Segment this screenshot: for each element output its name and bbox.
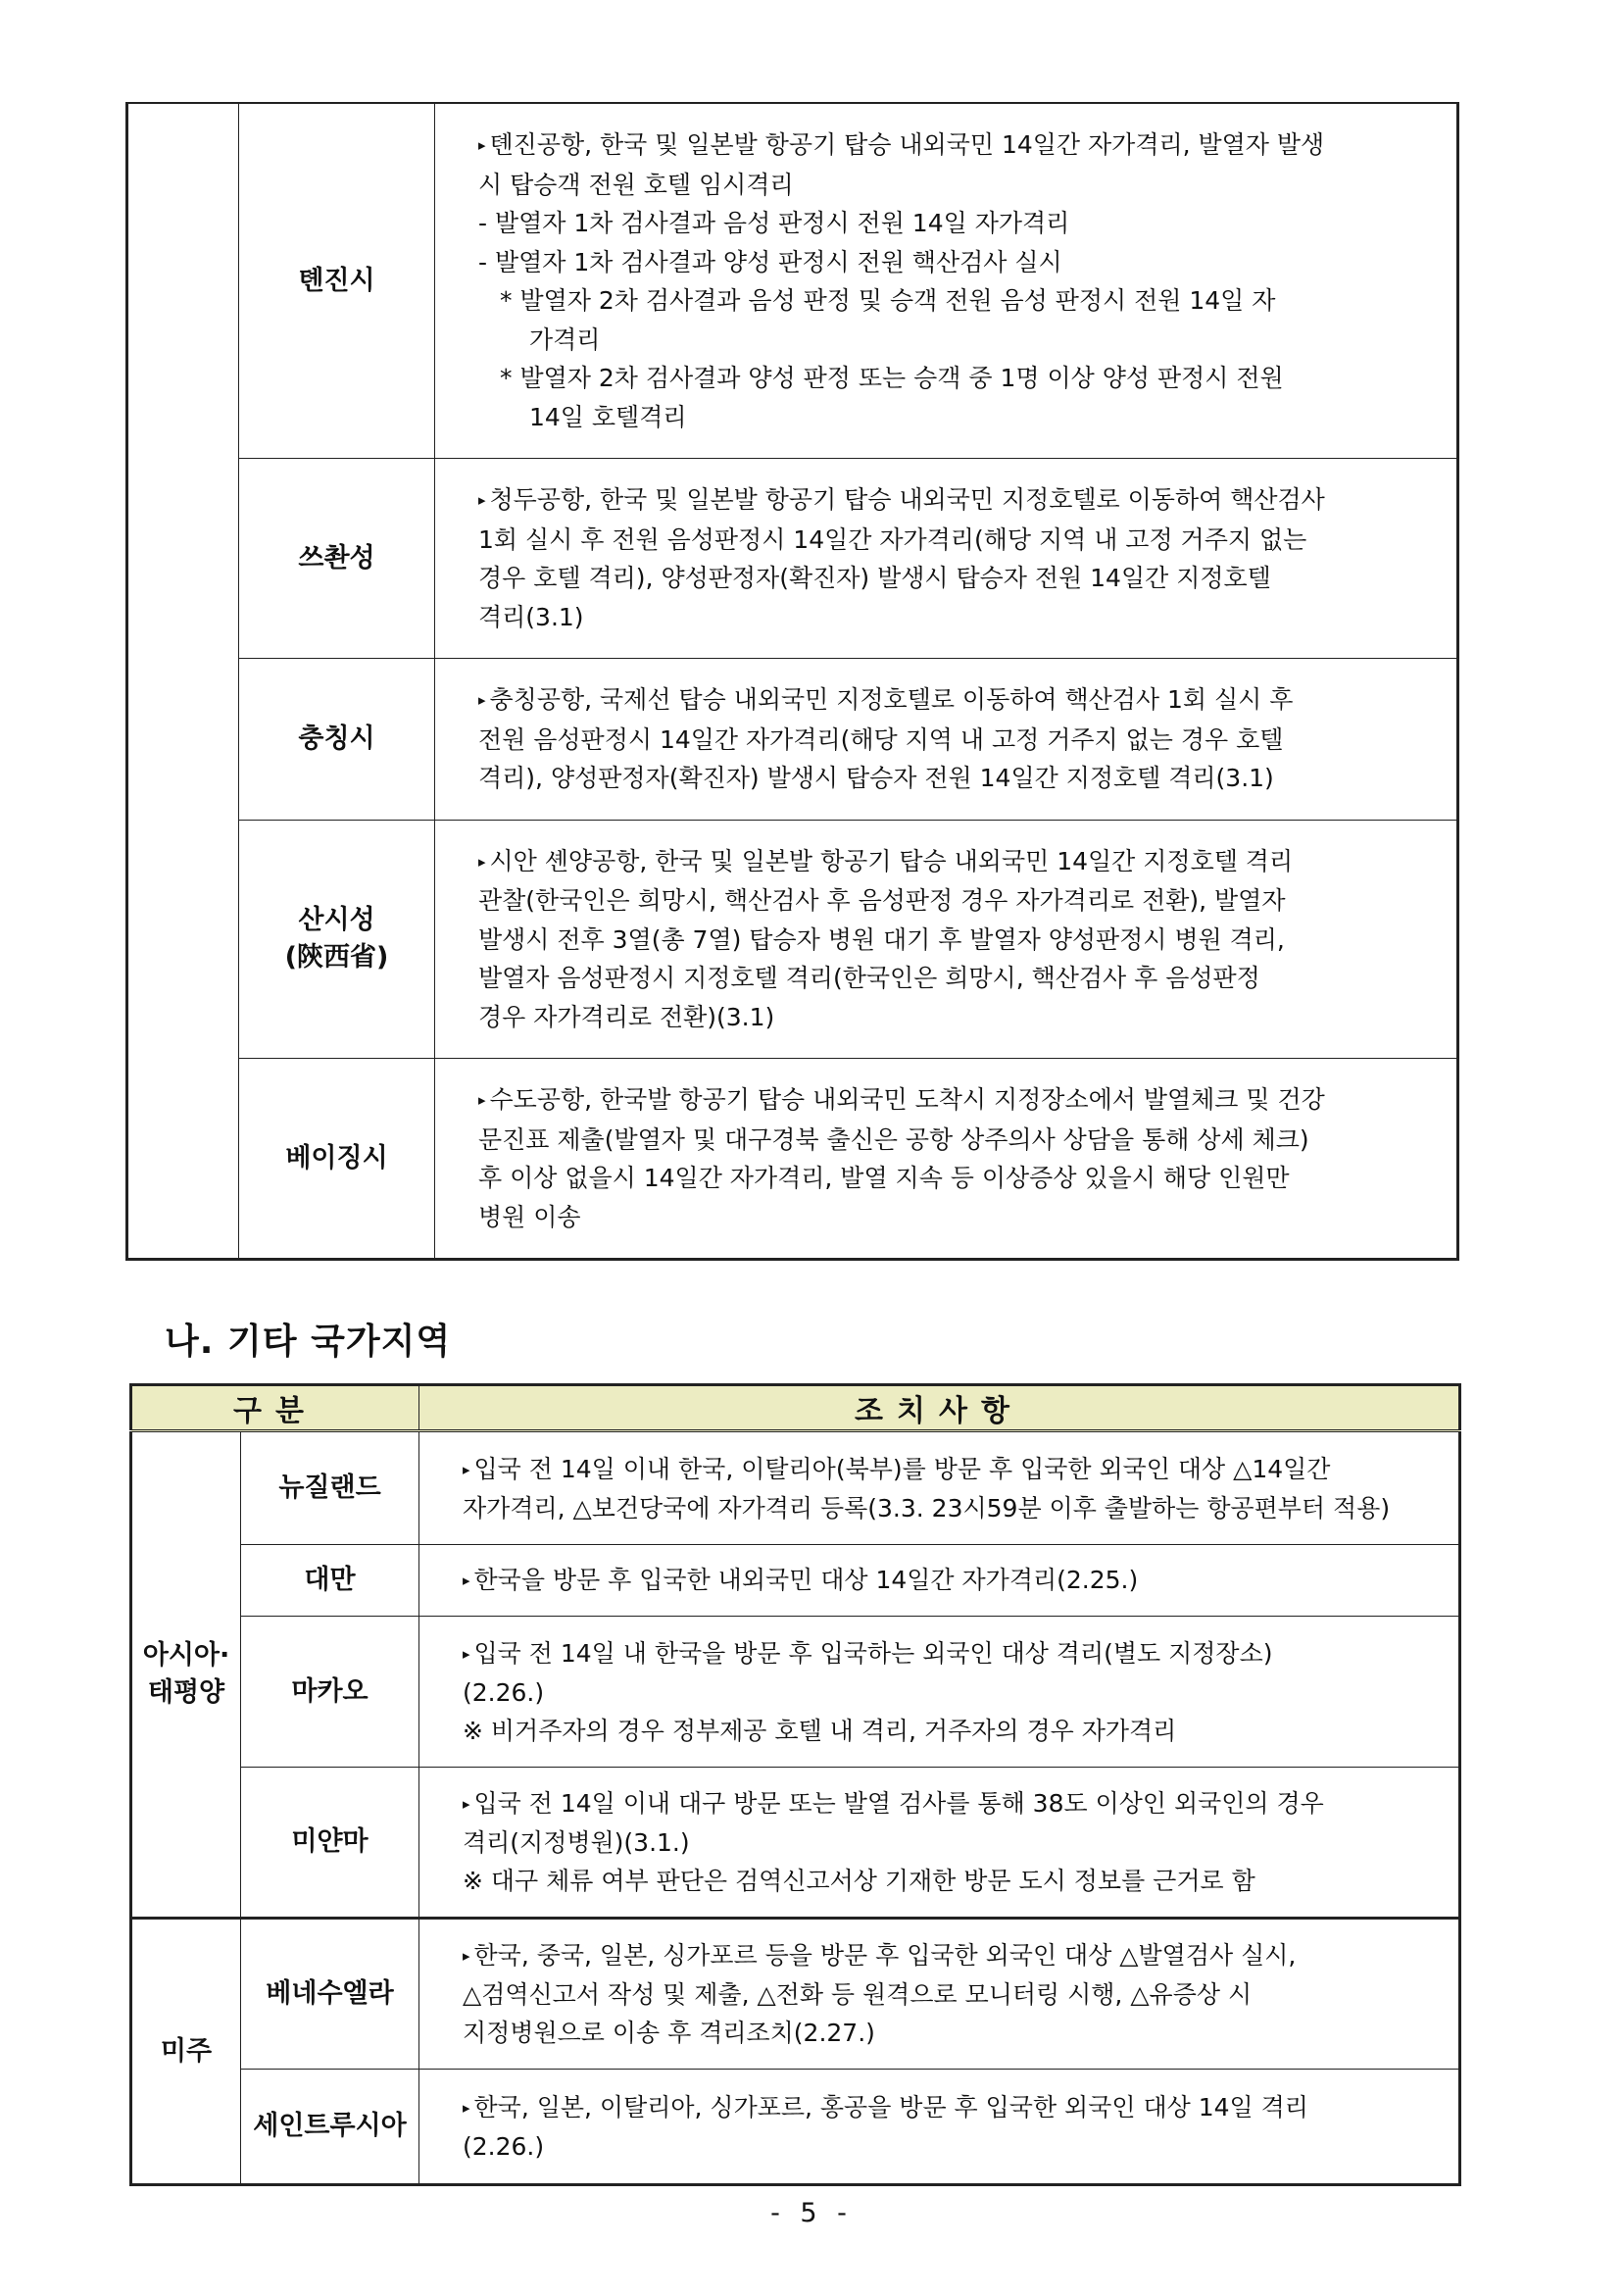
region-name: 미주 [160, 2035, 213, 2067]
region-cell [131, 1919, 241, 2185]
measure-line [441, 1975, 1413, 2014]
measure-text: ※ 비거주자의 경우 정부제공 호텔 내 격리, 거주자의 경우 자가격리 [463, 1716, 1177, 1745]
region-blank-cell [127, 103, 239, 1260]
triangle-bullet-icon: ▸ [478, 1091, 486, 1109]
measure-text: 격리(3.1) [478, 602, 584, 631]
measure-line [457, 842, 1409, 882]
triangle-bullet-icon: ▸ [478, 136, 486, 154]
measure-text: 수도공항, 한국발 항공기 탑승 내외국민 도착시 지정장소에서 발열체크 및 건강 [489, 1085, 1325, 1114]
measure-line [457, 559, 1409, 598]
triangle-bullet-icon: ▸ [463, 1460, 470, 1478]
measure-text: * 발열자 2차 검사결과 음성 판정 및 승객 전원 음성 판정시 전원 14일 자 [500, 286, 1276, 315]
measure-cell [435, 659, 1458, 821]
measure-line [457, 598, 1409, 637]
measure-text: - 발열자 1차 검사결과 양성 판정시 전원 핵산검사 실시 [478, 247, 1062, 276]
measure-line [457, 398, 1409, 437]
region-name: 쓰촨성 [298, 542, 375, 574]
measure-line [457, 921, 1409, 960]
page-number: - 5 - [770, 2198, 853, 2228]
region-name: (陝西省) [284, 941, 389, 973]
measure-text: 발생시 전후 3열(총 7열) 탑승자 병원 대기 후 발열자 양성판정시 병원 격리, [478, 924, 1285, 954]
region-label [239, 1059, 435, 1260]
measure-cell [419, 1431, 1460, 1545]
table-row [127, 459, 1458, 659]
measure-cell [435, 459, 1458, 659]
country-name: 대만 [241, 1545, 419, 1617]
measure-line [457, 359, 1409, 398]
measure-text: 문진표 제출(발열자 및 대구경북 출신은 공항 상주의사 상담을 통해 상세 체크) [478, 1124, 1309, 1154]
measure-line [457, 480, 1409, 521]
triangle-bullet-icon: ▸ [463, 1947, 470, 1965]
triangle-bullet-icon: ▸ [463, 1795, 470, 1813]
measure-text: 병원 이송 [478, 1202, 581, 1231]
measure-cell [435, 1059, 1458, 1260]
measure-line [457, 881, 1409, 921]
measure-line [457, 125, 1409, 166]
measure-text: 입국 전 14일 이내 대구 방문 또는 발열 검사를 통해 38도 이상인 외국인의 경우 [473, 1789, 1324, 1818]
measure-line [457, 521, 1409, 560]
measure-cell [419, 1919, 1460, 2070]
measure-line [441, 2127, 1413, 2166]
triangle-bullet-icon: ▸ [478, 852, 486, 871]
table-row [127, 1059, 1458, 1260]
measure-text: 청두공항, 한국 및 일본발 항공기 탑승 내외국민 지정호텔로 이동하여 핵산검사 [489, 485, 1325, 514]
table-row [131, 1617, 1460, 1768]
measure-text: 시안 셴양공항, 한국 및 일본발 항공기 탑승 내외국민 14일간 지정호텔 격리 [489, 846, 1294, 875]
measure-line [457, 166, 1409, 205]
measure-line [441, 1489, 1413, 1527]
measure-text: 지정병원으로 이송 후 격리조치(2.27.) [463, 2019, 875, 2047]
measure-text: 입국 전 14일 이내 한국, 이탈리아(북부)를 방문 후 입국한 외국인 대상 △14일간 [473, 1454, 1331, 1483]
table-row [131, 1545, 1460, 1617]
measure-line [457, 959, 1409, 998]
measure-cell [419, 1617, 1460, 1768]
region-label [239, 103, 435, 459]
measure-cell [435, 820, 1458, 1059]
measure-text: 경우 자가격리로 전환)(3.1) [478, 1002, 775, 1031]
table-row [127, 103, 1458, 459]
region-cell [131, 1431, 241, 1919]
measure-text: 1회 실시 후 전원 음성판정시 14일간 자가격리(해당 지역 내 고정 거주지 없는 [478, 524, 1307, 554]
triangle-bullet-icon: ▸ [478, 491, 486, 509]
measure-text: 전원 음성판정시 14일간 자가격리(해당 지역 내 고정 거주지 없는 경우 호텔 [478, 724, 1284, 754]
country-name: 세인트루시아 [241, 2070, 419, 2185]
measure-text: 14일 호텔격리 [529, 402, 687, 431]
measure-cell [419, 2070, 1460, 2185]
measure-line [457, 204, 1409, 243]
measure-line [441, 1673, 1413, 1712]
header-measures: 조치사항 [419, 1385, 1460, 1431]
triangle-bullet-icon: ▸ [463, 1644, 470, 1663]
measure-line [441, 1634, 1413, 1673]
measure-text: 한국을 방문 후 입국한 내외국민 대상 14일간 자가격리(2.25.) [473, 1566, 1139, 1594]
triangle-bullet-icon: ▸ [463, 1572, 470, 1589]
measure-line [457, 243, 1409, 282]
table-row [131, 1919, 1460, 2070]
measure-line [441, 1712, 1413, 1750]
measure-line [441, 2014, 1413, 2052]
measure-line [457, 1121, 1409, 1160]
measure-line [441, 1936, 1413, 1975]
measure-line [457, 281, 1409, 321]
measure-text: 후 이상 없을시 14일간 자가격리, 발열 지속 등 이상증상 있을시 해당 인원만 [478, 1164, 1290, 1192]
country-name: 마카오 [241, 1617, 419, 1768]
measure-text: 충칭공항, 국제선 탑승 내외국민 지정호텔로 이동하여 핵산검사 1회 실시 후 [489, 685, 1294, 714]
measure-line [457, 998, 1409, 1037]
measure-text: 격리(지정병원)(3.1.) [463, 1828, 690, 1857]
measure-line [441, 2088, 1413, 2127]
measure-text: 발열자 음성판정시 지정호텔 격리(한국인은 희망시, 핵산검사 후 음성판정 [478, 964, 1260, 992]
measure-text: 시 탑승객 전원 호텔 임시격리 [478, 170, 794, 199]
triangle-bullet-icon: ▸ [478, 691, 486, 709]
region-name: 충칭시 [298, 723, 375, 754]
region-name: 베이징시 [285, 1142, 388, 1173]
measure-text: 관찰(한국인은 희망시, 핵산검사 후 음성판정 경우 자가격리로 전환), 발열자 [478, 886, 1286, 915]
region-name: 태평양 [147, 1677, 225, 1708]
measure-text: * 발열자 2차 검사결과 양성 판정 또는 승객 중 1명 이상 양성 판정시 전원 [500, 364, 1284, 392]
measure-line [457, 721, 1409, 760]
table-row [127, 820, 1458, 1059]
country-name: 미얀마 [241, 1768, 419, 1919]
header-category: 구분 [131, 1385, 419, 1431]
measure-cell [419, 1768, 1460, 1919]
measure-text: 가격리 [529, 324, 601, 354]
country-name: 뉴질랜드 [241, 1431, 419, 1545]
measure-text: - 발열자 1차 검사결과 음성 판정시 전원 14일 자가격리 [478, 209, 1070, 237]
measure-line [441, 1862, 1413, 1900]
measure-line [457, 759, 1409, 798]
measure-line [457, 1159, 1409, 1198]
region-name: 산시성 [298, 904, 375, 935]
region-label [239, 459, 435, 659]
table-row [127, 659, 1458, 821]
measure-line [441, 1450, 1413, 1489]
table-row [131, 1768, 1460, 1919]
measure-text: △검역신고서 작성 및 제출, △전화 등 원격으로 모니터링 시행, △유증상 시 [463, 1980, 1253, 2009]
measure-text: 경우 호텔 격리), 양성판정자(확진자) 발생시 탑승자 전원 14일간 지정호텔 [478, 564, 1271, 592]
china-regions-table [125, 102, 1459, 1261]
region-name: 톈진시 [298, 265, 375, 296]
section-heading: 나. 기타 국가지역 [165, 1322, 452, 1362]
measure-text: 자가격리, △보건당국에 자가격리 등록(3.3. 23시59분 이후 출발하는 항공편부터 적용) [463, 1493, 1391, 1522]
measure-text: (2.26.) [463, 1677, 545, 1707]
country-name: 베네수엘라 [241, 1919, 419, 2070]
table-header-row [131, 1385, 1460, 1431]
measure-line [457, 680, 1409, 721]
measure-line [441, 1823, 1413, 1862]
measure-text: ※ 대구 체류 여부 판단은 검역신고서상 기재한 방문 도시 정보를 근거로 함 [463, 1867, 1255, 1895]
measure-cell [419, 1545, 1460, 1617]
table-row [131, 2070, 1460, 2185]
measure-line [441, 1784, 1413, 1823]
measure-text: 한국, 중국, 일본, 싱가포르 등을 방문 후 입국한 외국인 대상 △발열검사 실시, [473, 1941, 1297, 1970]
measure-text: 톈진공항, 한국 및 일본발 항공기 탑승 내외국민 14일간 자가격리, 발열자 발생 [489, 130, 1325, 159]
measure-text: 입국 전 14일 내 한국을 방문 후 입국하는 외국인 대상 격리(별도 지정장소) [473, 1638, 1273, 1668]
measure-cell [435, 103, 1458, 459]
measure-text: 한국, 일본, 이탈리아, 싱가포르, 홍공을 방문 후 입국한 외국인 대상 14일 격리 [473, 2092, 1308, 2121]
triangle-bullet-icon: ▸ [463, 2098, 470, 2117]
measure-text: 격리), 양성판정자(확진자) 발생시 탑승자 전원 14일간 지정호텔 격리(3.1) [478, 764, 1274, 792]
measure-text: (2.26.) [463, 2131, 545, 2161]
region-label [239, 659, 435, 821]
region-label [239, 820, 435, 1059]
other-countries-table [129, 1383, 1461, 2186]
measure-line [457, 1080, 1409, 1121]
measure-line [457, 1198, 1409, 1237]
measure-line [441, 1561, 1413, 1600]
measure-line [457, 321, 1409, 360]
region-name: 아시아· [142, 1640, 230, 1671]
table-row [131, 1431, 1460, 1545]
